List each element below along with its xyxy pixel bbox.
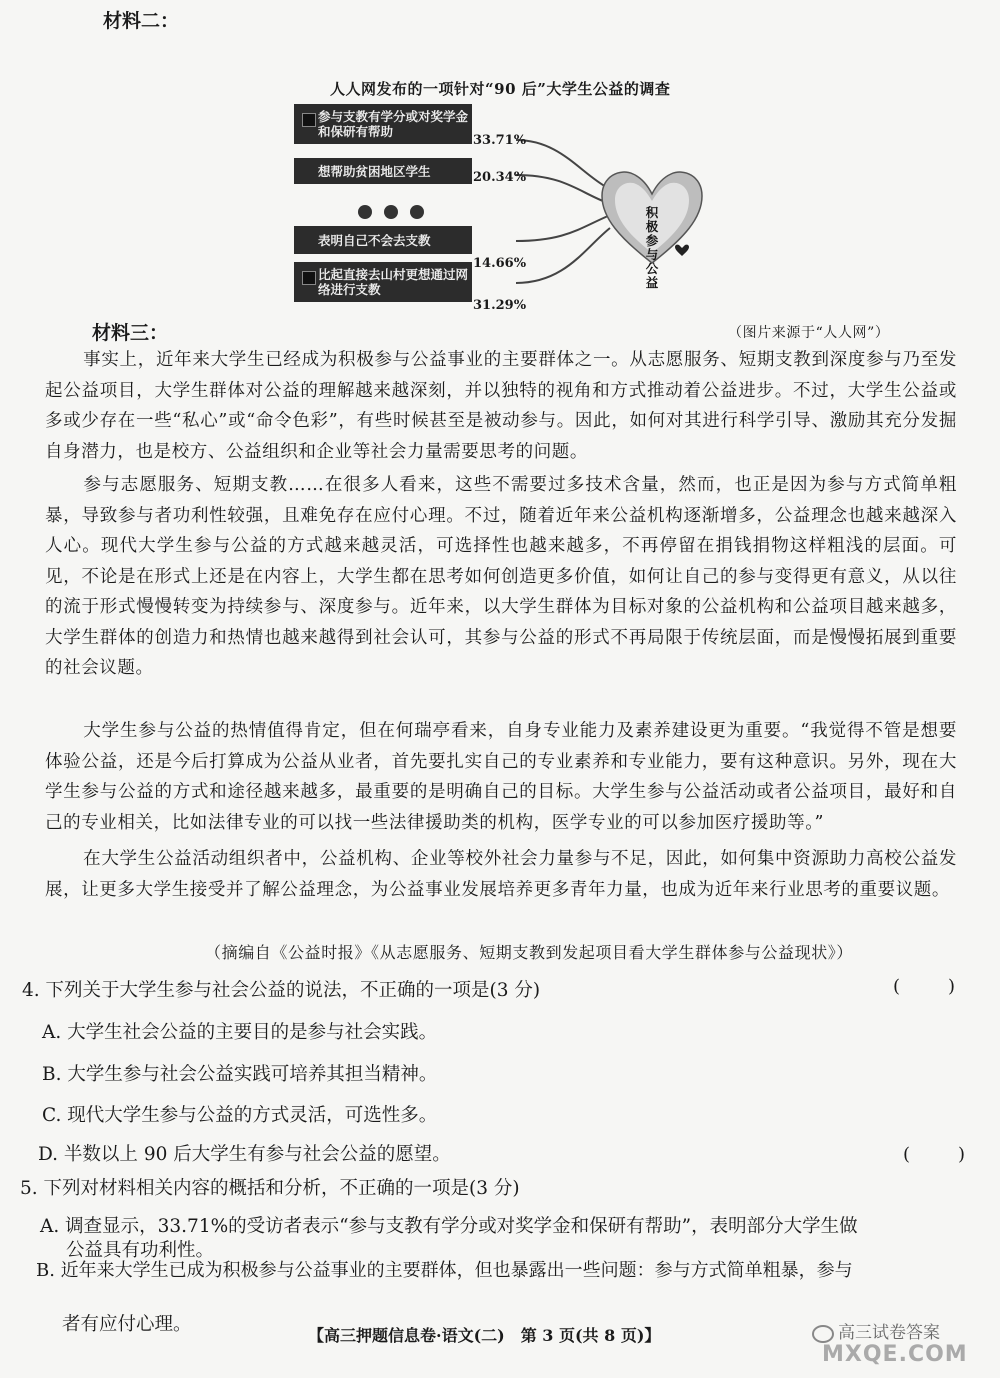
q4-option-d: D. 半数以上 90 后大学生有参与社会公益的愿望。 [38,1144,451,1165]
q5-stem: 5. 下列对材料相关内容的概括和分析，不正确的一项是(3 分) [20,1178,520,1199]
q5-option-b-cont: 者有应付心理。 [62,1314,192,1335]
article-source: （摘编自《公益时报》《从志愿服务、短期支教到发起项目看大学生群体参与公益现状》） [205,943,854,962]
survey-bar-4 [294,262,472,302]
survey-percent: 33.71% [473,133,527,148]
ellipsis-dot [410,205,424,219]
page-footer: 【高三押题信息卷·语文(二) 第 3 页(共 8 页)】 [308,1326,661,1345]
material3-label: 材料三： [92,322,169,344]
bullet-square-icon [302,271,316,285]
paragraph-2: 参与志愿服务、短期支教……在很多人看来，这些不需要过多技术含量，然而，也正是因为参与方式简单粗暴，导致参与者功利性较强，且难免存在应付心理。不过，随着近年来公益机构逐渐增多，公益理念也越来越深入人心。现代大学生参与公益的方式越来越灵活，可选择性也越来越多，不再停留在捐钱捐物这样粗浅的层面。可见，不论是在形式上还是在内容上，大学生都在思考如何创造更多价值，如何让自己的参与变得更有意义，从以往的流于形式慢慢转变为持续参与、深度参与。近年来，以大学生群体为目标对象的公益机构和公益项目越来越多，大学生群体的创造力和热情也越来越得到社会认可，其参与公益的形式不再局限于传统层面，而是慢慢拓展到重要的社会议题。 [45,475,957,678]
survey-bar-label: 参与支教有学分或对奖学金和保研有帮助 [318,109,469,139]
survey-bar-label: 想帮助贫困地区学生 [318,163,431,179]
survey-infographic [290,78,710,318]
survey-percent: 20.34% [473,170,527,185]
paragraph-3: 大学生参与公益的热情值得肯定，但在何瑞亭看来，自身专业能力及素养建设更为重要。“我觉得不管是想要体验公益，还是今后打算成为公益从业者，首先要扎实自己的专业素养和专业能力，要有这种意识。另外，现在大学生参与公益的方式和途径越来越多，最重要的是明确自己的目标。大学生参与公益活动或者公益项目，最好和自己的专业相关，比如法律专业的可以找一些法律援助类的机构，医学专业的可以参加医疗援助等。” [45,721,957,833]
small-heart-icon [675,245,689,256]
paragraph-1: 事实上，近年来大学生已经成为积极参与公益事业的主要群体之一。从志愿服务、短期支教到深度参与乃至发起公益项目，大学生群体对公益的理解越来越深刻，并以独特的视角和方式推动着公益进步。不过，大学生公益或多或少存在一些“私心”或“命令色彩”，有些时候甚至是被动参与。因此，如何对其进行科学引导、激励其充分发掘自身潜力，也是校方、公益组织和企业等社会力量需要思考的问题。 [45,350,957,462]
heart-label: 积极参与公益 [645,205,659,290]
bullet-square-icon [302,113,316,127]
survey-percent: 31.29% [473,298,527,313]
q5-answer-paren: ( ) [903,1144,970,1165]
q4-stem: 4. 下列关于大学生参与社会公益的说法，不正确的一项是(3 分) [22,980,541,1001]
survey-bar-3 [294,226,472,254]
ellipsis-dot [358,205,372,219]
q4-answer-paren: ( ) [893,976,960,997]
ellipsis-dot [384,205,398,219]
q5-option-a: A. 调查显示，33.71%的受访者表示“参与支教有学分或对奖学金和保研有帮助”，表明部分大学生做 [40,1216,858,1237]
q4-option-a: A. 大学生社会公益的主要目的是参与社会实践。 [42,1022,438,1043]
watermark-site: MXQE.COM [822,1342,968,1367]
survey-bar-1 [294,104,472,144]
material2-label: 材料二： [103,10,180,32]
watermark-text: 高三试卷答案 [812,1318,940,1343]
survey-bar-label: 比起直接去山村更想通过网络进行支教 [318,267,469,297]
paragraph-4: 在大学生公益活动组织者中，公益机构、企业等校外社会力量参与不足，因此，如何集中资源助力高校公益发展，让更多大学生接受并了解公益理念，为公益事业发展培养更多青年力量，也成为近年来行业思考的重要议题。 [45,849,957,900]
wechat-icon [812,1325,834,1343]
infographic-title: 人人网发布的一项针对“90 后”大学生公益的调查 [330,80,671,98]
image-source: （图片来源于“人人网”） [728,325,890,341]
survey-bar-2 [294,158,472,184]
q4-option-b: B. 大学生参与社会公益实践可培养其担当精神。 [42,1064,438,1085]
survey-bar-label: 表明自己不会去支教 [318,232,431,248]
q4-option-c: C. 现代大学生参与公益的方式灵活，可选性多。 [42,1105,438,1126]
survey-percent: 14.66% [473,256,527,271]
q5-option-a-cont: 公益具有功利性。 [66,1240,215,1261]
q5-option-b: B. 近年来大学生已成为积极参与公益事业的主要群体，但也暴露出一些问题：参与方式简单粗暴，参与 [36,1260,853,1281]
